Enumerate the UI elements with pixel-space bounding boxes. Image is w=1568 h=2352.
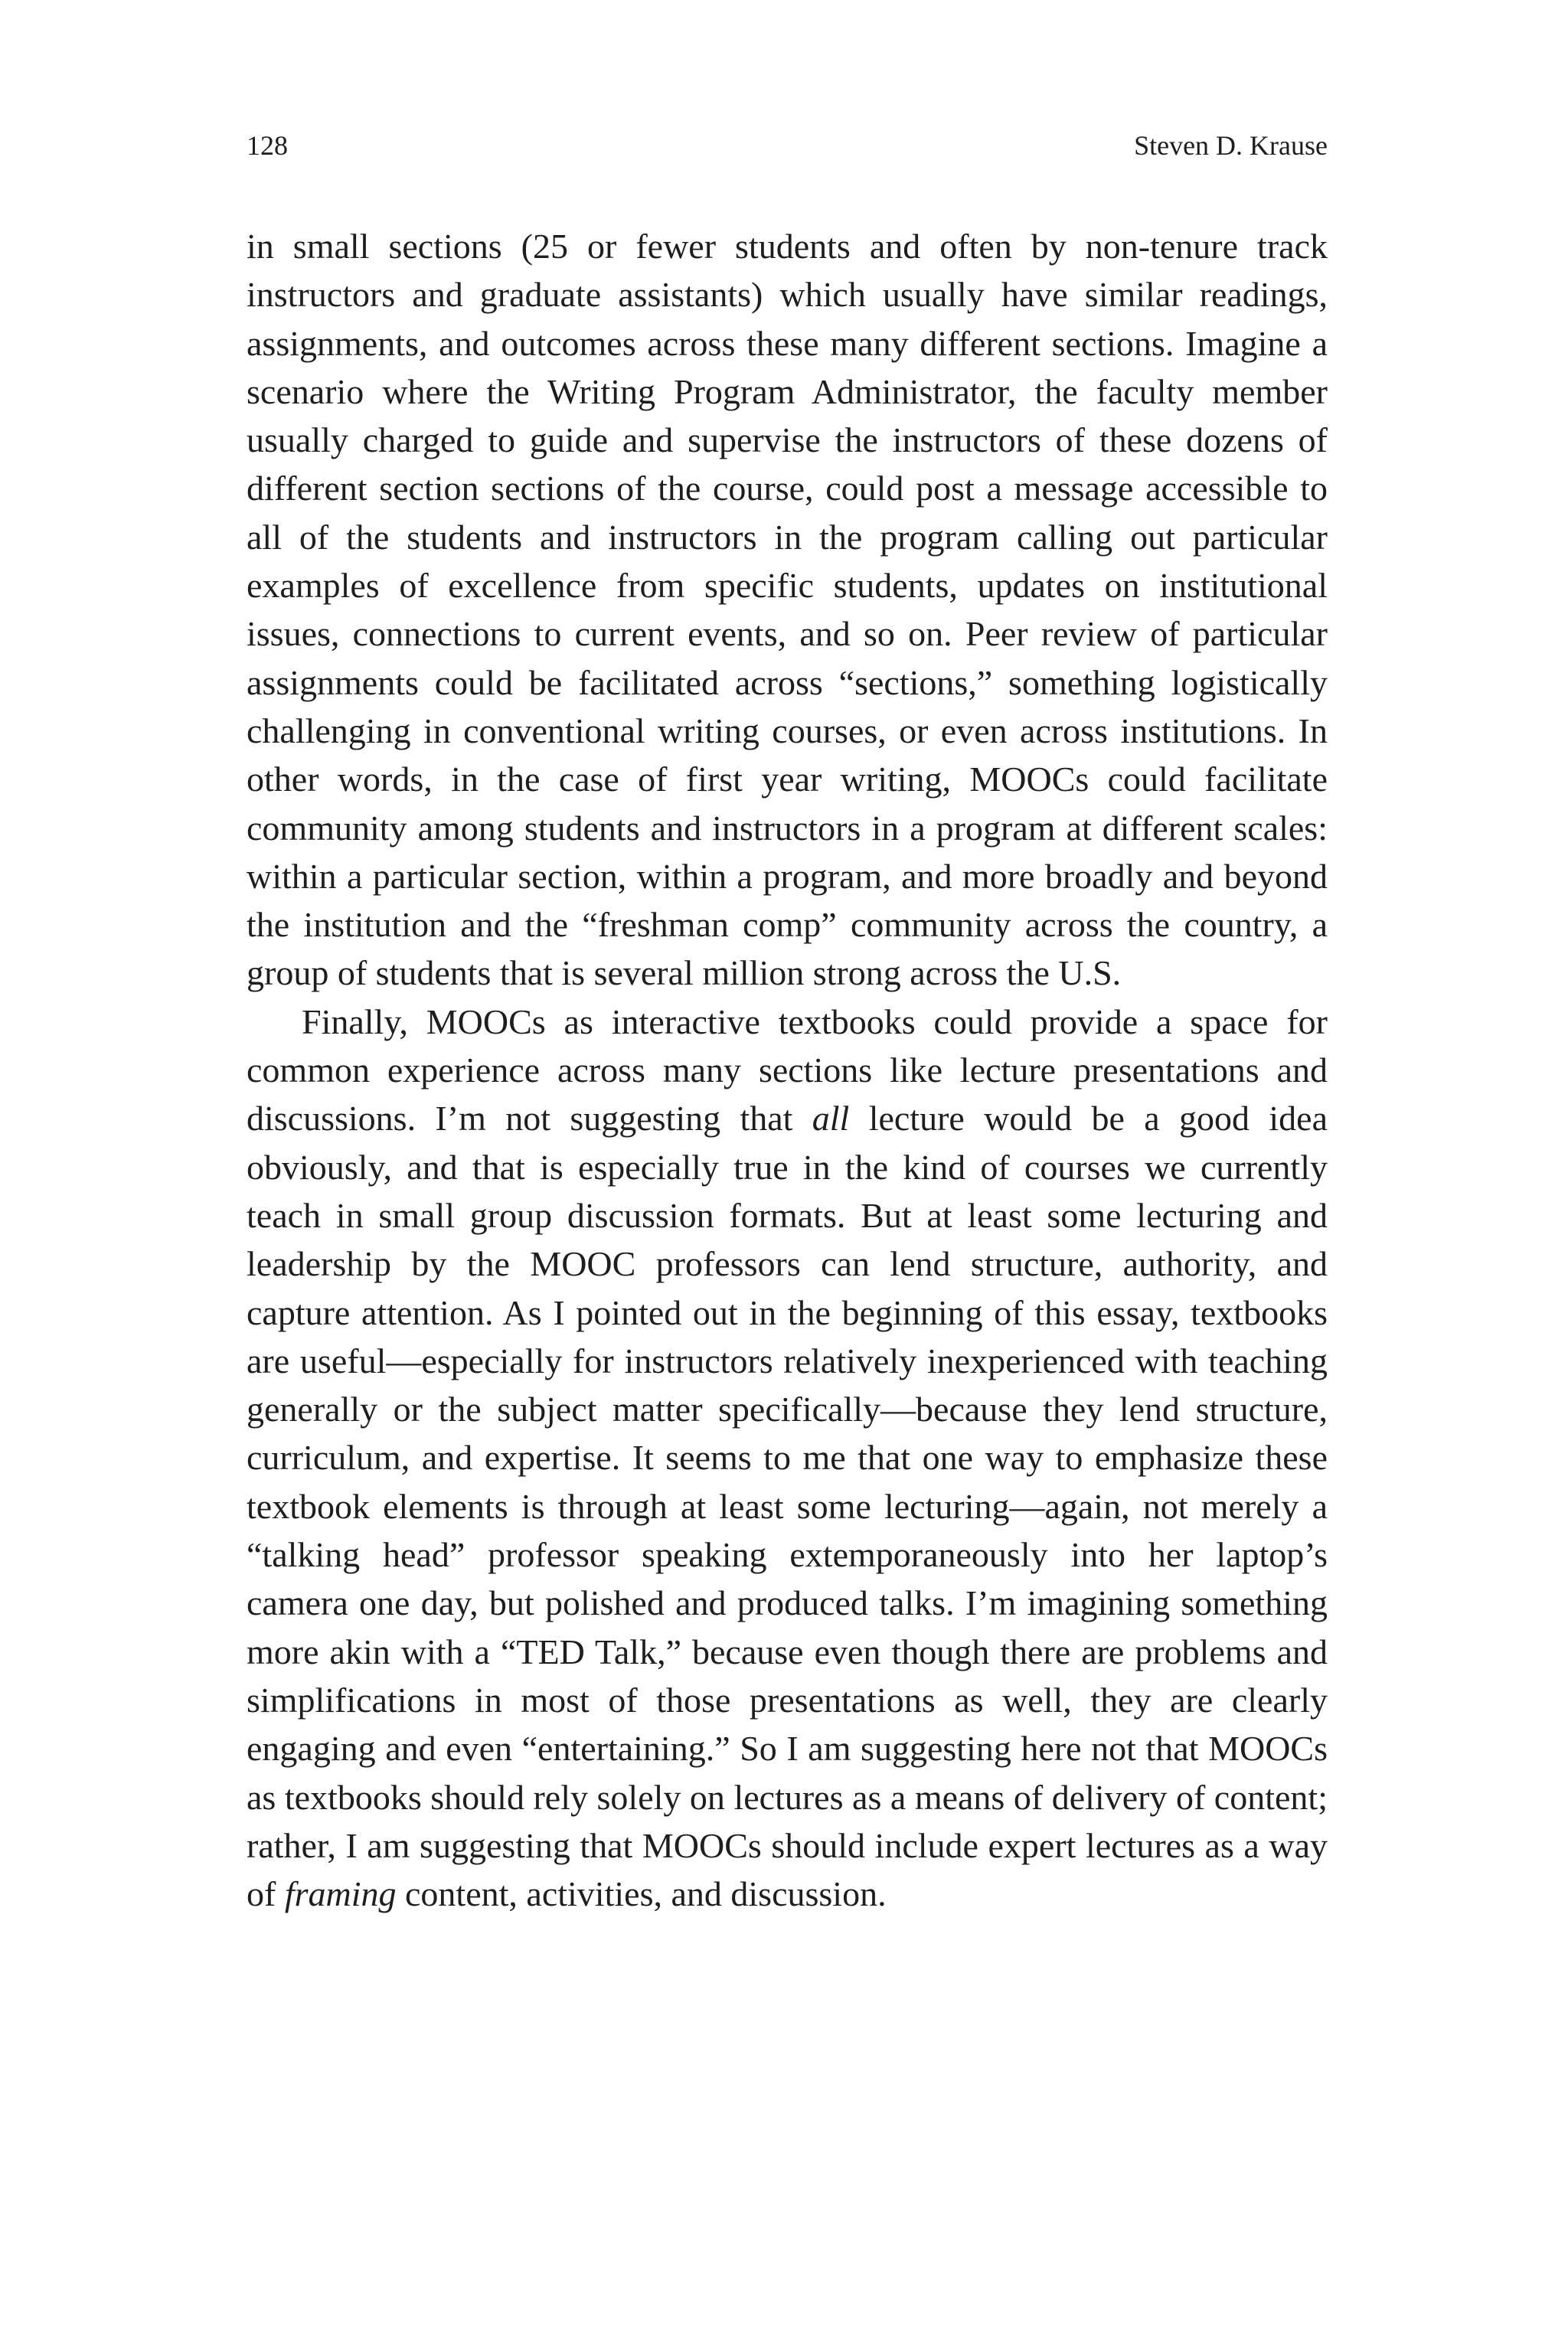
text-run: lecture would be a good idea obviously, and that is especially true in the kind of courses we currently teach in small group discussion formats. But at least some lecturing and leadership by the MOOC professors can lend structure, authority, and capture attention. As I pointed out in the beginning of this essay, textbooks are useful—especially for instructors relatively inexperienced with teaching generally or the subject matter specifically—because they lend structure, curriculum, and expertise. It seems to me that one way to emphasize these textbook elements is through at least some lecturing—again, not merely a “talking head” professor speaking extemporaneously into her laptop’s camera one day, but polished and produced talks. I’m imagining something more akin with a “TED Talk,” because even though there are problems and simplifications in most of those presentations as well, they are clearly engaging and even “entertaining.” So I am suggesting here not that MOOCs as textbooks should rely solely on lectures as a means of delivery of content; rather, I am suggesting that MOOCs should include expert lectures as a way of — [247, 1099, 1328, 1914]
italic-emphasis: all — [812, 1099, 850, 1138]
italic-emphasis: framing — [284, 1874, 397, 1914]
paragraph-1 — [247, 222, 1328, 998]
running-head-author: Steven D. Krause — [1134, 130, 1328, 161]
text-run: Finally, MOOCs as interactive textbooks could provide a space for common experience across many sections like lecture presentations and discussions. I’m not suggesting that — [247, 1001, 1328, 1138]
text-run: in small sections (25 or fewer students and often by non-tenure track instructors and graduate assistants) which usually have similar readings, assignments, and outcomes across these many different sections. Imagine a scenario where the Writing Program Administrator, the faculty member usually charged to guide and supervise the instructors of these dozens of different section sections of the course, could post a message accessible to all of the students and instructors in the program calling out particular examples of excellence from specific students, updates on institutional issues, connections to current events, and so on. Peer review of particular assignments could be facilitated across “sections,” something logistically challenging in conventional writing courses, or even across institutions. In other words, in the case of first year writing, MOOCs could facilitate community among students and instructors in a program at different scales: within a particular section, within a program, and more broadly and beyond the institution and the “freshman comp” community across the country, a group of students that is several million strong across the U.S. — [247, 227, 1328, 993]
running-head — [247, 122, 1328, 168]
paragraph-2 — [247, 998, 1328, 1919]
page-number: 128 — [247, 130, 288, 161]
body-text — [247, 222, 1328, 1918]
text-run: content, activities, and discussion. — [396, 1874, 887, 1914]
